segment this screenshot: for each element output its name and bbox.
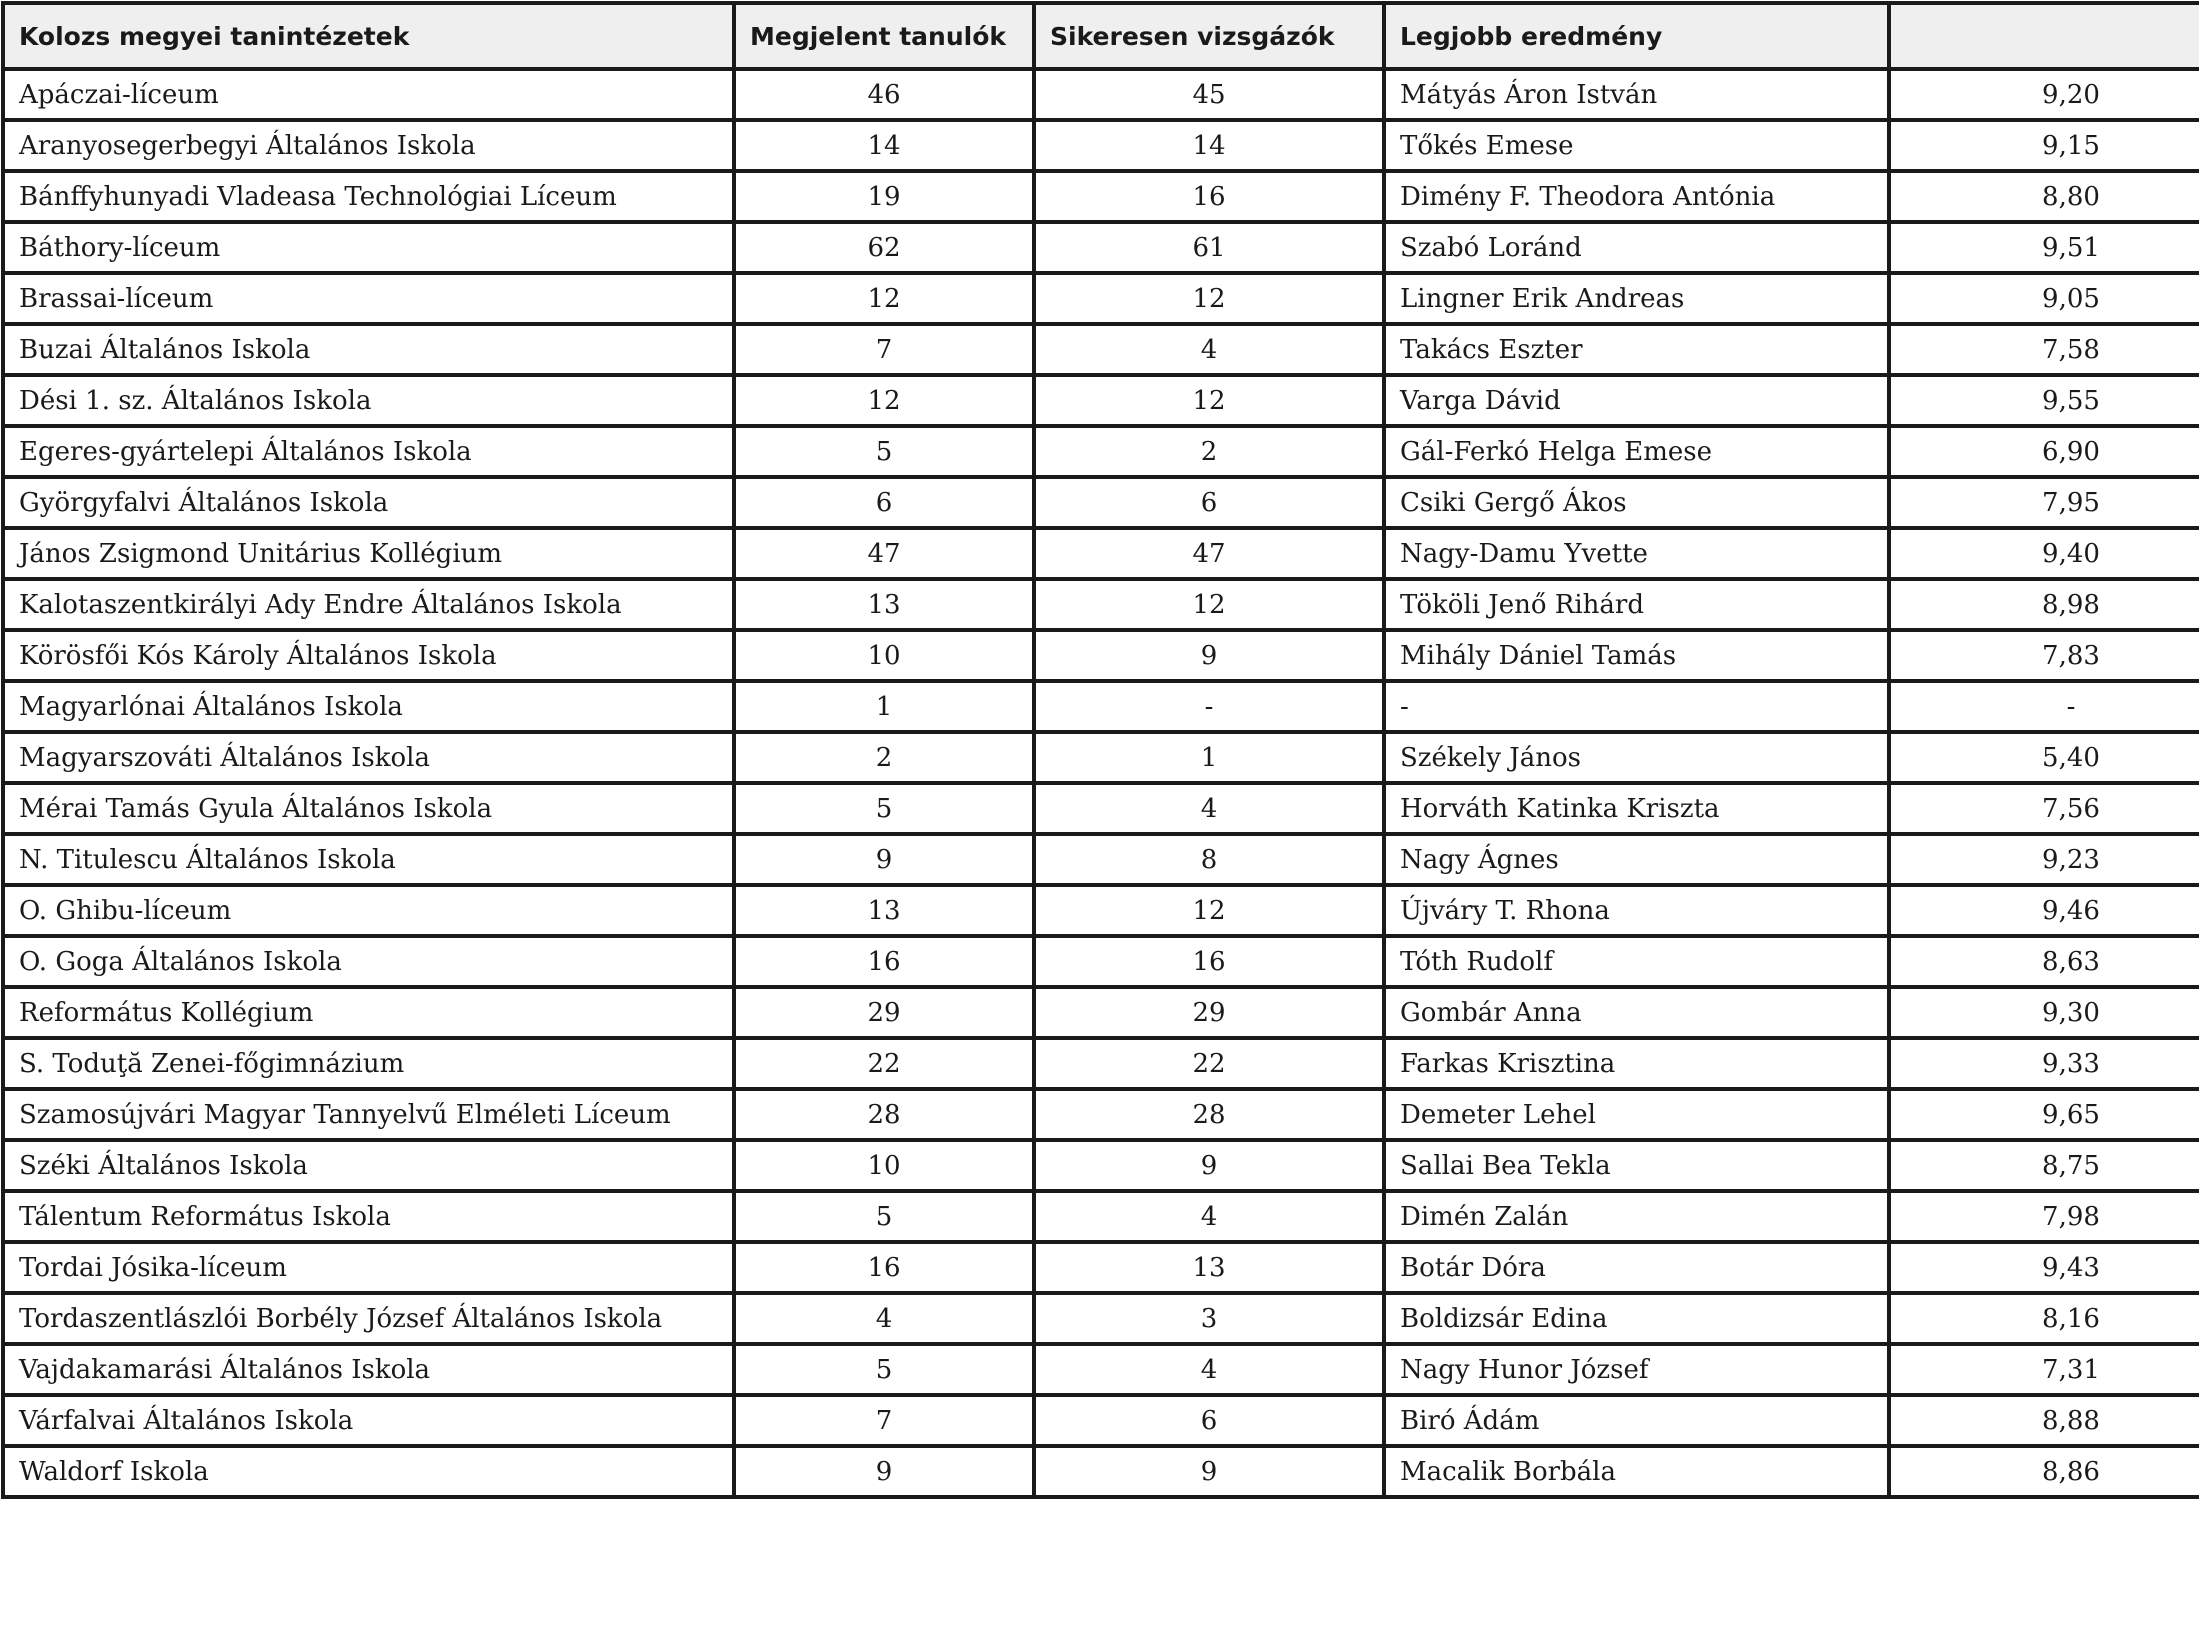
best-score-cell: 8,98 (1889, 579, 2199, 630)
table-row (3, 69, 2199, 120)
best-student-cell: Gál-Ferkó Helga Emese (1384, 426, 1889, 477)
best-score-cell: 7,95 (1889, 477, 2199, 528)
best-student-cell: Lingner Erik Andreas (1384, 273, 1889, 324)
best-student-cell: Gombár Anna (1384, 987, 1889, 1038)
table-row (3, 1242, 2199, 1293)
best-student-cell: Demeter Lehel (1384, 1089, 1889, 1140)
best-score-cell: 8,63 (1889, 936, 2199, 987)
school-name-cell: Magyarlónai Általános Iskola (3, 681, 734, 732)
table-row (3, 477, 2199, 528)
present-students-cell: 16 (734, 936, 1034, 987)
present-students-cell: 29 (734, 987, 1034, 1038)
passed-students-cell: 22 (1034, 1038, 1384, 1089)
present-students-cell: 14 (734, 120, 1034, 171)
school-name-cell: Apáczai-líceum (3, 69, 734, 120)
present-students-cell: 2 (734, 732, 1034, 783)
school-name-cell: Tálentum Református Iskola (3, 1191, 734, 1242)
school-name-cell: Körösfői Kós Károly Általános Iskola (3, 630, 734, 681)
school-name-cell: Széki Általános Iskola (3, 1140, 734, 1191)
best-score-cell: 9,46 (1889, 885, 2199, 936)
present-students-cell: 16 (734, 1242, 1034, 1293)
best-score-cell: 9,23 (1889, 834, 2199, 885)
present-students-cell: 47 (734, 528, 1034, 579)
best-score-cell: 8,88 (1889, 1395, 2199, 1446)
passed-students-cell: 9 (1034, 1140, 1384, 1191)
table-row (3, 426, 2199, 477)
school-name-cell: Tordai Jósika-líceum (3, 1242, 734, 1293)
table-row (3, 1446, 2199, 1497)
passed-students-cell: 6 (1034, 1395, 1384, 1446)
passed-students-cell: 4 (1034, 324, 1384, 375)
present-students-cell: 13 (734, 579, 1034, 630)
school-name-cell: Mérai Tamás Gyula Általános Iskola (3, 783, 734, 834)
table-row (3, 375, 2199, 426)
school-name-cell: Waldorf Iskola (3, 1446, 734, 1497)
school-name-cell: Református Kollégium (3, 987, 734, 1038)
table-row (3, 324, 2199, 375)
best-student-cell: Dimény F. Theodora Antónia (1384, 171, 1889, 222)
present-students-cell: 5 (734, 1191, 1034, 1242)
table-row (3, 681, 2199, 732)
best-score-cell: 5,40 (1889, 732, 2199, 783)
school-name-cell: Vajdakamarási Általános Iskola (3, 1344, 734, 1395)
school-name-cell: Brassai-líceum (3, 273, 734, 324)
present-students-cell: 9 (734, 1446, 1034, 1497)
best-student-cell: Nagy Ágnes (1384, 834, 1889, 885)
school-name-cell: Báthory-líceum (3, 222, 734, 273)
school-name-cell: Dési 1. sz. Általános Iskola (3, 375, 734, 426)
table-header (3, 3, 2199, 69)
best-score-cell: 8,75 (1889, 1140, 2199, 1191)
present-students-cell: 19 (734, 171, 1034, 222)
table-row (3, 1293, 2199, 1344)
header-present-students: Megjelent tanulók (734, 3, 1034, 69)
passed-students-cell: 4 (1034, 1191, 1384, 1242)
table-row (3, 732, 2199, 783)
passed-students-cell: 61 (1034, 222, 1384, 273)
best-student-cell: Újváry T. Rhona (1384, 885, 1889, 936)
table-row (3, 222, 2199, 273)
school-name-cell: O. Ghibu-líceum (3, 885, 734, 936)
best-student-cell: Szabó Loránd (1384, 222, 1889, 273)
best-score-cell: 9,65 (1889, 1089, 2199, 1140)
school-name-cell: Kalotaszentkirályi Ady Endre Általános Iskola (3, 579, 734, 630)
passed-students-cell: 6 (1034, 477, 1384, 528)
present-students-cell: 7 (734, 1395, 1034, 1446)
passed-students-cell: 16 (1034, 171, 1384, 222)
best-student-cell: Biró Ádám (1384, 1395, 1889, 1446)
passed-students-cell: 28 (1034, 1089, 1384, 1140)
best-student-cell: Macalik Borbála (1384, 1446, 1889, 1497)
school-name-cell: Várfalvai Általános Iskola (3, 1395, 734, 1446)
table-row (3, 273, 2199, 324)
passed-students-cell: 29 (1034, 987, 1384, 1038)
passed-students-cell: 2 (1034, 426, 1384, 477)
best-student-cell: Tóth Rudolf (1384, 936, 1889, 987)
header-score (1889, 3, 2199, 69)
table-row (3, 1191, 2199, 1242)
best-student-cell: Boldizsár Edina (1384, 1293, 1889, 1344)
table-row (3, 1089, 2199, 1140)
table-row (3, 630, 2199, 681)
present-students-cell: 62 (734, 222, 1034, 273)
present-students-cell: 9 (734, 834, 1034, 885)
best-student-cell: Székely János (1384, 732, 1889, 783)
best-score-cell: 9,55 (1889, 375, 2199, 426)
present-students-cell: 5 (734, 1344, 1034, 1395)
school-name-cell: János Zsigmond Unitárius Kollégium (3, 528, 734, 579)
school-name-cell: N. Titulescu Általános Iskola (3, 834, 734, 885)
best-student-cell: Mihály Dániel Tamás (1384, 630, 1889, 681)
best-student-cell: Mátyás Áron István (1384, 69, 1889, 120)
passed-students-cell: 4 (1034, 783, 1384, 834)
best-student-cell: Varga Dávid (1384, 375, 1889, 426)
present-students-cell: 28 (734, 1089, 1034, 1140)
passed-students-cell: 12 (1034, 273, 1384, 324)
best-student-cell: Tököli Jenő Rihárd (1384, 579, 1889, 630)
present-students-cell: 13 (734, 885, 1034, 936)
table-row (3, 936, 2199, 987)
best-student-cell: Dimén Zalán (1384, 1191, 1889, 1242)
best-score-cell: 8,80 (1889, 171, 2199, 222)
passed-students-cell: 12 (1034, 885, 1384, 936)
best-score-cell: 9,33 (1889, 1038, 2199, 1089)
present-students-cell: 5 (734, 783, 1034, 834)
table-row (3, 1140, 2199, 1191)
school-name-cell: S. Toduţă Zenei-főgimnázium (3, 1038, 734, 1089)
best-student-cell: Horváth Katinka Kriszta (1384, 783, 1889, 834)
school-name-cell: Buzai Általános Iskola (3, 324, 734, 375)
present-students-cell: 22 (734, 1038, 1034, 1089)
table-body (3, 69, 2199, 1497)
best-score-cell: 9,43 (1889, 1242, 2199, 1293)
passed-students-cell: 12 (1034, 375, 1384, 426)
passed-students-cell: 9 (1034, 630, 1384, 681)
passed-students-cell: 14 (1034, 120, 1384, 171)
table-row (3, 120, 2199, 171)
passed-students-cell: 9 (1034, 1446, 1384, 1497)
present-students-cell: 1 (734, 681, 1034, 732)
present-students-cell: 7 (734, 324, 1034, 375)
best-score-cell: 7,31 (1889, 1344, 2199, 1395)
best-student-cell: Tőkés Emese (1384, 120, 1889, 171)
passed-students-cell: 8 (1034, 834, 1384, 885)
present-students-cell: 12 (734, 375, 1034, 426)
best-student-cell: Takács Eszter (1384, 324, 1889, 375)
present-students-cell: 4 (734, 1293, 1034, 1344)
school-name-cell: Egeres-gyártelepi Általános Iskola (3, 426, 734, 477)
passed-students-cell: 16 (1034, 936, 1384, 987)
school-name-cell: O. Goga Általános Iskola (3, 936, 734, 987)
present-students-cell: 6 (734, 477, 1034, 528)
best-score-cell: 7,83 (1889, 630, 2199, 681)
table-row (3, 579, 2199, 630)
table-row (3, 1344, 2199, 1395)
passed-students-cell: 4 (1034, 1344, 1384, 1395)
school-name-cell: Bánffyhunyadi Vladeasa Technológiai Líceum (3, 171, 734, 222)
table-row (3, 834, 2199, 885)
best-score-cell: 7,56 (1889, 783, 2199, 834)
passed-students-cell: 1 (1034, 732, 1384, 783)
header-school: Kolozs megyei tanintézetek (3, 3, 734, 69)
best-score-cell: - (1889, 681, 2199, 732)
header-row (3, 3, 2199, 69)
table-row (3, 171, 2199, 222)
best-score-cell: 7,98 (1889, 1191, 2199, 1242)
passed-students-cell: - (1034, 681, 1384, 732)
present-students-cell: 10 (734, 630, 1034, 681)
passed-students-cell: 12 (1034, 579, 1384, 630)
school-name-cell: Magyarszováti Általános Iskola (3, 732, 734, 783)
best-score-cell: 9,30 (1889, 987, 2199, 1038)
school-name-cell: Szamosújvári Magyar Tannyelvű Elméleti Líceum (3, 1089, 734, 1140)
best-student-cell: Nagy Hunor József (1384, 1344, 1889, 1395)
best-score-cell: 8,16 (1889, 1293, 2199, 1344)
best-student-cell: Csiki Gergő Ákos (1384, 477, 1889, 528)
best-score-cell: 9,15 (1889, 120, 2199, 171)
present-students-cell: 46 (734, 69, 1034, 120)
best-student-cell: Nagy-Damu Yvette (1384, 528, 1889, 579)
school-name-cell: Aranyosegerbegyi Általános Iskola (3, 120, 734, 171)
table-row (3, 1038, 2199, 1089)
table-row (3, 885, 2199, 936)
school-name-cell: Tordaszentlászlói Borbély József Általános Iskola (3, 1293, 734, 1344)
passed-students-cell: 47 (1034, 528, 1384, 579)
table-row (3, 528, 2199, 579)
best-score-cell: 7,58 (1889, 324, 2199, 375)
best-score-cell: 9,05 (1889, 273, 2199, 324)
header-passed-students: Sikeresen vizsgázók (1034, 3, 1384, 69)
table-row (3, 783, 2199, 834)
passed-students-cell: 13 (1034, 1242, 1384, 1293)
best-student-cell: Botár Dóra (1384, 1242, 1889, 1293)
best-score-cell: 9,40 (1889, 528, 2199, 579)
present-students-cell: 10 (734, 1140, 1034, 1191)
best-score-cell: 9,20 (1889, 69, 2199, 120)
best-student-cell: Farkas Krisztina (1384, 1038, 1889, 1089)
passed-students-cell: 3 (1034, 1293, 1384, 1344)
table-row (3, 987, 2199, 1038)
table-row (3, 1395, 2199, 1446)
present-students-cell: 12 (734, 273, 1034, 324)
best-student-cell: - (1384, 681, 1889, 732)
best-score-cell: 8,86 (1889, 1446, 2199, 1497)
present-students-cell: 5 (734, 426, 1034, 477)
best-student-cell: Sallai Bea Tekla (1384, 1140, 1889, 1191)
header-best-result: Legjobb eredmény (1384, 3, 1889, 69)
passed-students-cell: 45 (1034, 69, 1384, 120)
school-name-cell: Györgyfalvi Általános Iskola (3, 477, 734, 528)
best-score-cell: 6,90 (1889, 426, 2199, 477)
best-score-cell: 9,51 (1889, 222, 2199, 273)
results-table (1, 1, 2199, 1499)
